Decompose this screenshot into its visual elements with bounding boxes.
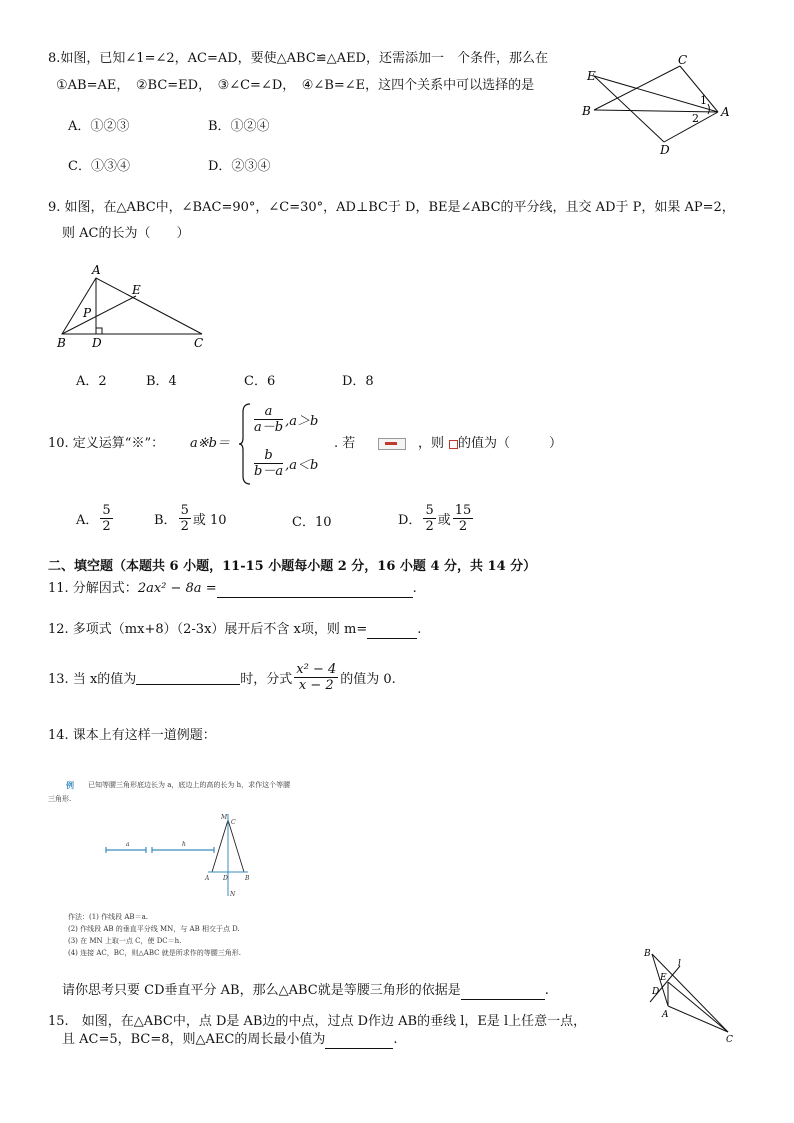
q14-label-C: C bbox=[231, 819, 236, 826]
q8-figure bbox=[580, 52, 740, 160]
q13-text: 13. 当 x的值为 时，分式 $\frac{\text{x² − 4}}{x - 2}$ 的值为 0. bbox=[48, 662, 396, 693]
q9-option-b[interactable]: B．4 bbox=[146, 374, 177, 389]
q15-label-B: B bbox=[644, 949, 651, 959]
q11-text: 11. 分解因式：2ax² − 8a = . bbox=[48, 581, 417, 596]
q8-label-2: 2 bbox=[692, 112, 699, 125]
q14-step-4: (4) 连接 AC，BC，则△ABC 就是所求作的等腰三角形. bbox=[68, 949, 241, 957]
q15-text: 15. 如图，在△ABC中，点 D是 AB边的中点，过点 D作边 AB的垂线 l，E是 l上任意一点， bbox=[48, 1014, 587, 1029]
q15-figure bbox=[640, 944, 744, 1044]
q9-label-C: C bbox=[194, 336, 204, 350]
q8-stem: 8.如图，已知∠1=∠2，AC=AD，要使△ABC≌△AED，还需添加一 个条件，那么在 bbox=[48, 51, 548, 66]
q9-option-d[interactable]: D．8 bbox=[342, 374, 374, 389]
q10-prefix: 10. 定义运算“※”： bbox=[48, 436, 165, 451]
q14-example-label: 例 bbox=[66, 780, 74, 790]
q15-answer-blank[interactable] bbox=[325, 1034, 393, 1049]
q14-example-text-2: 三角形. bbox=[48, 795, 72, 803]
q10-mid: . 若 bbox=[334, 436, 356, 451]
q10-option-a[interactable]: A． $\frac{5}{2}$ bbox=[76, 503, 111, 534]
q9-right-angle-mark bbox=[96, 328, 102, 334]
q12-text: 12. 多项式（mx+8）（2-3x）展开后不含 x项，则 m= . bbox=[48, 622, 422, 637]
q8-label-1: 1 bbox=[700, 94, 707, 107]
q10-case-1 bbox=[252, 404, 318, 435]
q9-stem: 9. 如图，在△ABC中，∠BAC=90°，∠C=30°，AD⊥BC于 D，BE是∠ABC的平分线，且交 AD于 P，如果 AP=2， bbox=[48, 200, 735, 215]
q14-segment-a-label: a bbox=[126, 841, 130, 848]
q8-label-D: D bbox=[660, 143, 670, 157]
q8-option-d[interactable]: D．②③④ bbox=[208, 159, 271, 174]
q14-textbook-example bbox=[48, 780, 291, 960]
q14-example-figure bbox=[104, 812, 254, 900]
q15-label-D: D bbox=[652, 987, 660, 997]
q15-line-AC bbox=[668, 1006, 728, 1032]
q8-conditions: ①AB=AE， ②BC=ED， ③∠C=∠D， ④∠B=∠E，这四个关系中可以选择的是 bbox=[56, 78, 535, 93]
q9-stem-2: 则 AC的长为（ ） bbox=[62, 226, 190, 241]
q9-label-E: E bbox=[132, 283, 141, 297]
q10-case1-den: a－b bbox=[254, 420, 284, 435]
q14-answer-blank[interactable] bbox=[461, 985, 545, 1000]
q8-label-A: A bbox=[721, 105, 730, 119]
q14-step-3: (3) 在 MN 上取一点 C，使 DC＝h. bbox=[68, 937, 182, 945]
q11-expr: 2ax² − 8a = bbox=[137, 581, 217, 596]
q10-tail: ，则 bbox=[418, 436, 445, 451]
q9-label-A: A bbox=[92, 263, 101, 277]
q13-fraction-den: x − 2 bbox=[298, 678, 334, 693]
q10-brace bbox=[238, 402, 252, 486]
q15-line-EC bbox=[668, 982, 728, 1032]
q14-label-D: D bbox=[223, 875, 228, 882]
q14-label-A: A bbox=[205, 875, 210, 882]
q10-option-b[interactable]: B． $\frac{5}{2}$ 或 10 bbox=[154, 503, 227, 534]
q10-small-image-icon bbox=[449, 440, 458, 449]
q8-label-E: E bbox=[587, 69, 596, 83]
q10-case2-cond: ,a＜b bbox=[285, 458, 319, 473]
q10-broken-image-icon bbox=[378, 438, 406, 450]
q10-option-d[interactable]: D． $\frac{5}{2}$ 或 $\frac{15}{2}$ bbox=[398, 503, 472, 534]
q14-question: 请你思考只要 CD垂直平分 AB，那么△ABC就是等腰三角形的依据是 . bbox=[62, 983, 549, 998]
q8-option-a[interactable]: A．①②③ bbox=[68, 119, 130, 134]
q8-option-b[interactable]: B．①②④ bbox=[208, 119, 270, 134]
q14-label-M: M bbox=[221, 814, 228, 821]
q8-line-DA bbox=[664, 112, 718, 142]
q15-text-2: 且 AC=5，BC=8，则△AEC的周长最小值为 . bbox=[62, 1032, 398, 1047]
q14-segment-h-label: h bbox=[182, 841, 186, 848]
q15-label-A: A bbox=[662, 1010, 669, 1020]
q14-steps-title: 作法：(1) 作线段 AB＝a. bbox=[68, 913, 148, 921]
q14-label-B: B bbox=[245, 875, 250, 882]
q10-case1-num: a bbox=[254, 404, 283, 420]
q8-line-BA bbox=[594, 110, 718, 112]
q15-line-BC bbox=[652, 954, 728, 1032]
q8-label-C: C bbox=[678, 53, 688, 67]
q14-label-N: N bbox=[230, 891, 236, 898]
q13-fraction-num: x² − 4 bbox=[296, 662, 337, 677]
q9-figure bbox=[52, 262, 212, 350]
q9-option-a[interactable]: A．2 bbox=[76, 374, 107, 389]
q9-option-c[interactable]: C．6 bbox=[244, 374, 276, 389]
q13-answer-blank[interactable] bbox=[136, 670, 240, 685]
q8-label-B: B bbox=[582, 104, 591, 118]
q10-op: a※b＝ bbox=[190, 436, 230, 451]
section-2-title: 二、填空题（本题共 6 小题，11-15 小题每小题 2 分，16 小题 4 分，共 14 分） bbox=[48, 559, 537, 574]
q8-line-CA bbox=[680, 66, 718, 112]
q10-case2-den: b－a bbox=[254, 464, 284, 479]
q14-example-text: 已知等腰三角形底边长为 a，底边上的高的长为 h，求作这个等腰 bbox=[88, 781, 291, 789]
q15-label-C: C bbox=[726, 1035, 733, 1044]
q15-label-E: E bbox=[660, 973, 667, 983]
q10-option-c[interactable]: C．10 bbox=[292, 515, 332, 530]
q10-case-2 bbox=[252, 448, 318, 479]
q9-label-P: P bbox=[83, 306, 92, 320]
q10-case1-cond: ,a＞b bbox=[285, 414, 319, 429]
q10-tail-2: 的值为（ ） bbox=[458, 436, 563, 451]
q8-option-c[interactable]: C．①③④ bbox=[68, 159, 130, 174]
q11-answer-blank[interactable] bbox=[217, 583, 413, 598]
q12-answer-blank[interactable] bbox=[367, 624, 417, 639]
q14-step-2: (2) 作线段 AB 的垂直平分线 MN，与 AB 相交于点 D. bbox=[68, 925, 240, 933]
q10-case2-num: b bbox=[254, 448, 283, 464]
q9-label-B: B bbox=[57, 336, 66, 350]
q9-label-D: D bbox=[92, 336, 102, 350]
q15-label-l: l bbox=[678, 959, 681, 969]
q14-text: 14. 课本上有这样一道例题： bbox=[48, 728, 216, 743]
